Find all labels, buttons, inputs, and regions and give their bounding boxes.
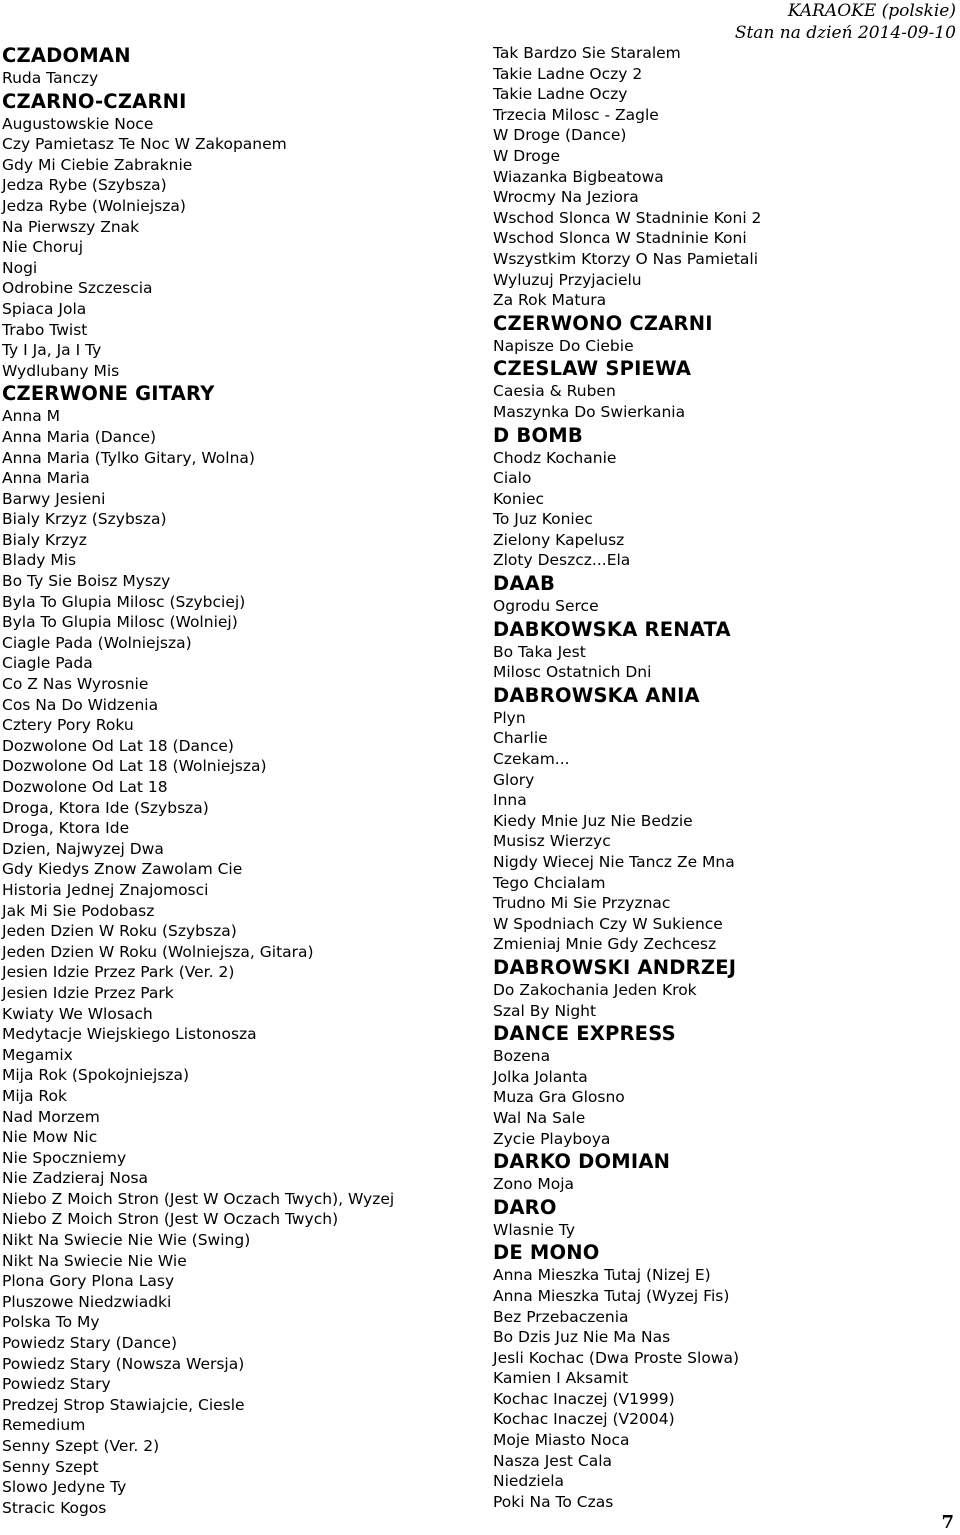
song-title: Medytacje Wiejskiego Listonosza [2,1025,257,1044]
song-title: Predzej Strop Stawiajcie, Ciesle [2,1395,245,1414]
song-title: Jedza Rybe (Szybsza) [2,176,167,195]
song-title: Nie Mow Nic [2,1128,98,1147]
song-title: Jeden Dzien W Roku (Szybsza) [2,922,237,941]
song-title: Pluszowe Niedzwiadki [2,1292,172,1311]
song-title: Takie Ladne Oczy [493,85,628,104]
header-date: Stan na dzień 2014-09-10 [734,23,956,43]
song-title: Zielony Kapelusz [493,530,625,549]
song-title: To Juz Koniec [493,510,593,529]
song-title: Cztery Pory Roku [2,716,134,735]
song-title: Dzien, Najwyzej Dwa [2,839,164,858]
artist-heading: CZESLAW SPIEWA [493,357,692,381]
song-title: Plyn [493,708,526,727]
song-title: Nasza Jest Cala [493,1451,613,1470]
song-title: Wal Na Sale [493,1108,586,1127]
song-title: Wydlubany Mis [2,361,120,380]
song-title: Powiedz Stary (Dance) [2,1334,177,1353]
song-title: Za Rok Matura [493,291,607,310]
song-title: Czy Pamietasz Te Noc W Zakopanem [2,135,287,154]
song-title: Dozwolone Od Lat 18 (Dance) [2,736,234,755]
song-title: Niebo Z Moich Stron (Jest W Oczach Twych) [2,1210,339,1229]
song-title: Powiedz Stary [2,1375,111,1394]
song-title: Bo Taka Jest [493,642,586,661]
song-title: Nikt Na Swiecie Nie Wie (Swing) [2,1231,251,1250]
song-title: Nigdy Wiecej Nie Tancz Ze Mna [493,853,735,871]
header-title: KARAOKE (polskie) [787,1,956,21]
song-title: Trzecia Milosc - Zagle [493,105,659,124]
song-title: Anna Maria (Dance) [2,427,157,446]
song-title: Wschod Slonca W Stadninie Koni [493,229,747,248]
song-title: Kamien I Aksamit [493,1369,629,1388]
song-title: Bo Ty Sie Boisz Myszy [2,572,171,591]
song-title: Napisze Do Ciebie [493,336,634,355]
song-title: Koniec [493,489,545,508]
song-title: Bo Dzis Juz Nie Ma Nas [493,1328,671,1347]
artist-heading: DAAB [493,572,556,596]
song-title: Trudno Mi Sie Przyznac [493,894,671,913]
artist-heading: D BOMB [493,423,583,447]
left-column [2,43,472,1518]
song-title: Megamix [2,1045,73,1064]
song-title: Czekam... [493,750,570,769]
song-title: Anna Mieszka Tutaj (Nizej E) [493,1266,711,1285]
song-title: Moje Miasto Noca [493,1431,630,1450]
artist-heading: CZARNO-CZARNI [2,89,187,113]
song-title: Bialy Krzyz (Szybsza) [2,510,167,529]
artist-heading: CZERWONE GITARY [2,382,215,406]
song-title: Jesien Idzie Przez Park [2,983,174,1002]
song-title: Nie Zadzieraj Nosa [2,1169,149,1188]
song-title: Wrocmy Na Jeziora [493,188,639,207]
song-title: Anna M [2,407,61,426]
artist-heading: DARKO DOMIAN [493,1150,671,1174]
song-title: Chodz Kochanie [493,448,617,467]
song-title: Mija Rok [2,1086,67,1105]
song-title: W Spodniach Czy W Sukience [493,914,723,933]
song-title: Anna Maria [2,469,90,488]
song-title: Glory [493,770,535,789]
song-title: Kwiaty We Wlosach [2,1004,153,1023]
song-title: Gdy Mi Ciebie Zabraknie [2,155,193,174]
song-title: Wlasnie Ty [493,1220,576,1239]
song-title: Charlie [493,729,548,748]
song-title: Zycie Playboya [493,1129,611,1148]
song-title: Wiazanka Bigbeatowa [493,167,664,186]
song-title: Jesli Kochac (Dwa Proste Slowa) [493,1348,740,1367]
song-title: Nie Choruj [2,238,83,257]
song-title: Niedziela [493,1472,565,1491]
page-header [735,0,956,44]
song-title: Byla To Glupia Milosc (Szybciej) [2,592,246,611]
artist-heading: DE MONO [493,1241,600,1265]
song-title: Zloty Deszcz...Ela [493,551,631,570]
song-title: Zmieniaj Mnie Gdy Zechcesz [493,935,717,954]
song-title: Polska To My [2,1313,100,1332]
song-title: Ruda Tanczy [2,69,99,87]
song-title: Zono Moja [493,1175,574,1194]
song-title: Droga, Ktora Ide [2,819,130,838]
song-title: Powiedz Stary (Nowsza Wersja) [2,1354,245,1373]
song-title: Jeden Dzien W Roku (Wolniejsza, Gitara) [2,942,314,961]
song-title: Spiaca Jola [2,299,87,318]
song-title: Milosc Ostatnich Dni [493,663,652,682]
artist-heading: CZADOMAN [2,44,131,67]
song-title: Wschod Slonca W Stadninie Koni 2 [493,208,762,227]
song-title: Tak Bardzo Sie Staralem [493,44,681,62]
song-title: Dozwolone Od Lat 18 (Wolniejsza) [2,757,267,776]
song-title: Gdy Kiedys Znow Zawolam Cie [2,860,243,879]
artist-heading: DARO [493,1195,557,1219]
song-title: Caesia & Ruben [493,382,616,401]
song-title: Cialo [493,469,532,488]
song-title: Do Zakochania Jeden Krok [493,980,697,999]
song-title: Byla To Glupia Milosc (Wolniej) [2,613,238,632]
song-title: Wszystkim Ktorzy O Nas Pamietali [493,249,759,268]
song-title: Senny Szept (Ver. 2) [2,1437,160,1455]
song-title: Inna [493,791,527,810]
song-title: Co Z Nas Wyrosnie [2,675,149,694]
song-title: Na Pierwszy Znak [2,217,140,236]
artist-heading: DABROWSKA ANIA [493,683,700,707]
song-title: Slowo Jedyne Ty [2,1478,127,1497]
song-title: Poki Na To Czas [493,1492,614,1511]
song-title: Plona Gory Plona Lasy [2,1272,175,1291]
song-title: Ciagle Pada [2,654,93,673]
song-title: Muza Gra Glosno [493,1088,625,1107]
song-title: Anna Maria (Tylko Gitary, Wolna) [2,448,255,467]
song-title: Odrobine Szczescia [2,279,153,298]
song-title: Musisz Wierzyc [493,832,611,851]
song-title: Jedza Rybe (Wolniejsza) [2,196,186,215]
song-title: Mija Rok (Spokojniejsza) [2,1066,190,1085]
page-number: 7 [941,1512,954,1533]
song-title: Niebo Z Moich Stron (Jest W Oczach Twych), Wyzej [2,1189,395,1208]
song-title: Blady Mis [2,551,77,570]
song-title: Bialy Krzyz [2,530,87,549]
song-title: Droga, Ktora Ide (Szybsza) [2,798,209,817]
artist-heading: DABKOWSKA RENATA [493,617,731,641]
right-column [493,43,933,1512]
song-title: Szal By Night [493,1001,597,1020]
song-title: Cos Na Do Widzenia [2,695,159,714]
song-title: Barwy Jesieni [2,489,106,508]
song-title: W Droge (Dance) [493,126,627,145]
song-title: Ty I Ja, Ja I Ty [2,341,102,360]
song-title: Jolka Jolanta [493,1067,588,1086]
song-title: Jesien Idzie Przez Park (Ver. 2) [2,963,235,982]
song-title: Augustowskie Noce [2,114,154,133]
song-title: Ciagle Pada (Wolniejsza) [2,633,192,652]
song-title: Takie Ladne Oczy 2 [493,64,643,83]
song-title: Nikt Na Swiecie Nie Wie [2,1251,187,1270]
song-title: Nad Morzem [2,1107,100,1126]
song-title: Senny Szept [2,1457,99,1476]
song-title: Historia Jednej Znajomosci [2,880,209,899]
artist-heading: DANCE EXPRESS [493,1022,676,1046]
song-title: Anna Mieszka Tutaj (Wyzej Fis) [493,1286,730,1305]
song-title: Stracic Kogos [2,1498,107,1517]
song-title: Ogrodu Serce [493,597,599,616]
song-title: Remedium [2,1416,86,1435]
song-title: Maszynka Do Swierkania [493,402,686,421]
artist-heading: CZERWONO CZARNI [493,311,713,335]
song-title: Bozena [493,1047,551,1066]
song-title: Bez Przebaczenia [493,1307,629,1326]
song-title: Kiedy Mnie Juz Nie Bedzie [493,811,693,830]
song-title: Kochac Inaczej (V2004) [493,1410,675,1429]
song-title: Tego Chcialam [493,873,606,892]
artist-heading: DABROWSKI ANDRZEJ [493,955,737,979]
song-title: Jak Mi Sie Podobasz [2,901,155,920]
song-title: Nogi [2,258,38,277]
song-title: Wyluzuj Przyjacielu [493,270,642,289]
song-title: Dozwolone Od Lat 18 [2,778,168,796]
song-title: W Droge [493,146,561,165]
song-title: Nie Spoczniemy [2,1148,127,1167]
song-title: Trabo Twist [2,320,88,339]
song-title: Kochac Inaczej (V1999) [493,1389,675,1408]
